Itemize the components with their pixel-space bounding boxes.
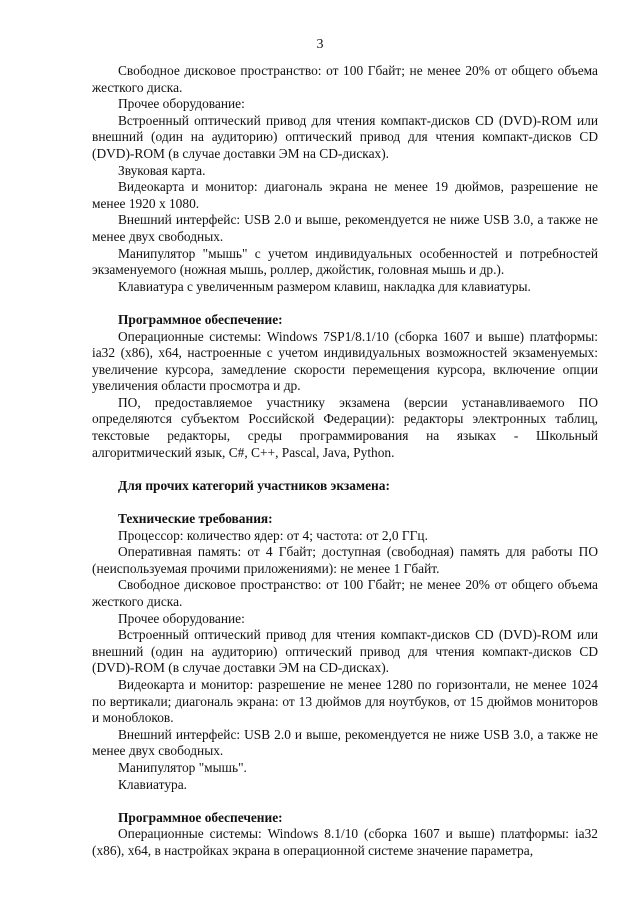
paragraph: Операционные системы: Windows 7SP1/8.1/10 (сборка 1607 и выше) платформы: ia32 (x86), x64, настроенные с учетом индивидуальных возможностей экзаменуемых: увеличение курсора, замедление скорости перемещения курсора, включение опции увеличения области просмотра и др. <box>92 328 598 394</box>
paragraph: Клавиатура с увеличенным размером клавиш, накладка для клавиатуры. <box>118 278 531 294</box>
section-software-2 <box>92 810 598 860</box>
paragraph: Звуковая карта. <box>118 162 206 178</box>
spacer <box>92 295 598 312</box>
category-heading: Для прочих категорий участников экзамена: <box>118 477 390 493</box>
section-software-1 <box>92 312 598 461</box>
section-heading: Программное обеспечение: <box>118 809 283 825</box>
paragraph: Манипулятор "мышь" с учетом индивидуальных особенностей и потребностей экзаменуемого (ножная мышь, роллер, джойстик, головная мышь и др.). <box>92 245 598 278</box>
paragraph: Процессор: количество ядер: от 4; частота: от 2,0 ГГц. <box>118 527 428 543</box>
spacer <box>92 494 598 511</box>
page-content <box>92 63 598 860</box>
paragraph: Свободное дисковое пространство: от 100 Гбайт; не менее 20% от общего объема жесткого диска. <box>92 63 598 95</box>
paragraph: Клавиатура. <box>118 776 187 792</box>
paragraph: Прочее оборудование: <box>118 96 245 112</box>
section-heading: Технические требования: <box>118 511 273 527</box>
paragraph: Оперативная память: от 4 Гбайт; доступная (свободная) память для работы ПО (неиспользуемая прочими приложениями): не менее 1 Гбайт. <box>92 544 598 576</box>
paragraph: Встроенный оптический привод для чтения компакт-дисков CD (DVD)-ROM или внешний (один на аудиторию) оптический привод для чтения компакт-дисков CD (DVD)-ROM (в случае доставки ЭМ на CD-дисках). <box>92 112 598 161</box>
section-heading: Программное обеспечение: <box>118 311 283 327</box>
paragraph: Внешний интерфейс: USB 2.0 и выше, рекомендуется не ниже USB 3.0, а также не менее двух свободных. <box>92 726 598 759</box>
paragraph: Внешний интерфейс: USB 2.0 и выше, рекомендуется не ниже USB 3.0, а также не менее двух свободных. <box>92 212 598 244</box>
paragraph: Манипулятор "мышь". <box>118 759 247 775</box>
paragraph: Свободное дисковое пространство: от 100 Гбайт; не менее 20% от общего объема жесткого диска. <box>92 577 598 609</box>
paragraph: Прочее оборудование: <box>118 610 245 626</box>
paragraph: Видеокарта и монитор: диагональ экрана не менее 19 дюймов, разрешение не менее 1920 x 1080. <box>92 179 598 211</box>
paragraph: Встроенный оптический привод для чтения компакт-дисков CD (DVD)-ROM или внешний (один на аудиторию) оптический привод для чтения компакт-дисков CD (DVD)-ROM (в случае доставки ЭМ на CD-дисках). <box>92 627 598 676</box>
paragraph: Видеокарта и монитор: разрешение не менее 1280 по горизонтали, не менее 1024 по вертикали; диагональ экрана: от 13 дюймов для ноутбуков, от 15 дюймов мониторов и моноблоков. <box>92 676 598 726</box>
section-technical-requirements <box>92 511 598 793</box>
spacer <box>92 461 598 478</box>
spacer <box>92 793 598 810</box>
paragraph: ПО, предоставляемое участнику экзамена (версии устанавливаемого ПО определяются субъектом Российской Федерации): редакторы электронных таблиц, текстовые редакторы, среды программирования на языках - Школьный алгоритмический язык, C#, C++, Pascal, Java, Python. <box>92 394 598 460</box>
paragraph: Операционные системы: Windows 8.1/10 (сборка 1607 и выше) платформы: ia32 (x86), x64, в настройках экрана в операционной системе значение параметра, <box>92 826 598 858</box>
section-hardware-continued <box>92 63 598 295</box>
page-number: 3 <box>316 37 324 52</box>
